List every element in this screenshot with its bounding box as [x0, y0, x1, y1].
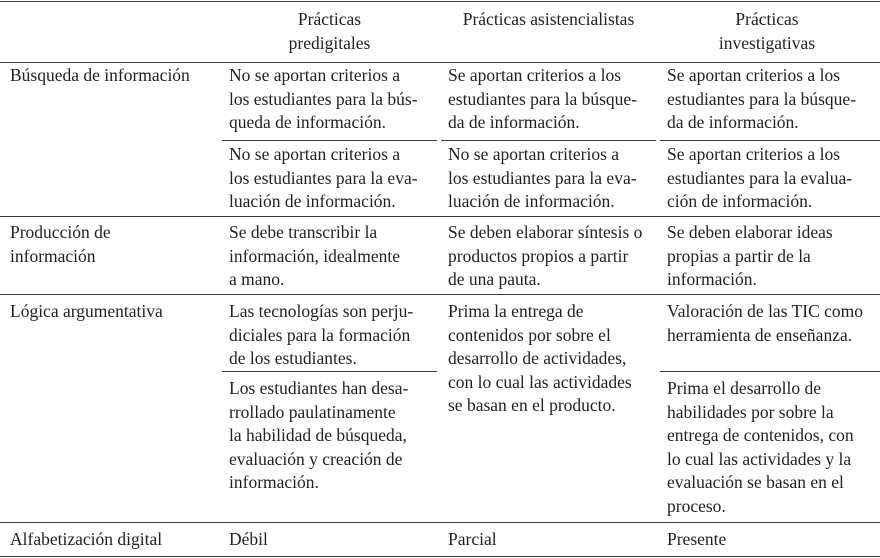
table-cell: Se aportan criterios a los estudiantes para la búsque- da de información.: [448, 65, 638, 132]
table-cell: Prima el desarrollo de habilidades por sobre la entrega de contenidos, con lo cual las actividades y la evaluación se basan en el proceso.: [667, 378, 854, 516]
subrow-divider: [222, 140, 437, 141]
row-label-produccion: Producción de información: [10, 222, 111, 266]
table-cell: Débil: [229, 529, 268, 549]
table-cell: Se deben elaborar síntesis o productos propios a partir de una pauta.: [448, 222, 643, 289]
row-label-logica: Lógica argumentativa: [10, 301, 163, 321]
table-cell: Parcial: [448, 529, 497, 549]
table-top-rule: [0, 1, 880, 2]
table-cell: No se aportan criterios a los estudiantes para la eva- luación de información.: [448, 144, 637, 211]
table-cell: Se deben elaborar ideas propias a partir de la información.: [667, 222, 833, 289]
table-cell: Se debe transcribir la información, idealmente a mano.: [229, 222, 401, 289]
column-header-investigativas: Prácticas investigativas: [718, 9, 816, 53]
subrow-divider: [222, 371, 437, 372]
table-cell: No se aportan criterios a los estudiantes para la bús- queda de información.: [229, 65, 418, 132]
row-label-alfabetizacion: Alfabetización digital: [10, 529, 163, 549]
table-bottom-rule: [0, 556, 880, 557]
table-cell: Los estudiantes han desa- rrollado paulatinamente la habilidad de búsqueda, evaluación y creación de información.: [229, 378, 409, 492]
row-divider: [0, 294, 880, 295]
row-label-busqueda: Búsqueda de información: [10, 65, 190, 85]
table-cell: Se aportan criterios a los estudiantes para la evalua- ción de información.: [667, 144, 853, 211]
header-bottom-rule: [0, 62, 880, 63]
column-header-predigitales: Prácticas predigitales: [288, 9, 371, 53]
row-divider: [0, 522, 880, 523]
subrow-divider: [660, 371, 880, 372]
table-cell: No se aportan criterios a los estudiantes para la eva- luación de información.: [229, 144, 418, 211]
table-cell: Valoración de las TIC como herramienta de enseñanza.: [667, 301, 864, 345]
subrow-divider: [441, 140, 656, 141]
table-cell: Presente: [667, 529, 727, 549]
column-header-asistencialistas: Prácticas asistencialistas: [462, 9, 635, 29]
table-cell: Las tecnologías son perju- diciales para la formación de los estudiantes.: [229, 301, 414, 368]
table-cell: Prima la entrega de contenidos por sobre el desarrollo de actividades, con lo cual las actividades se basan en el producto.: [448, 301, 632, 415]
row-divider: [0, 216, 880, 217]
subrow-divider: [660, 140, 880, 141]
table-cell: Se aportan criterios a los estudiantes para la búsque- da de información.: [667, 65, 857, 132]
